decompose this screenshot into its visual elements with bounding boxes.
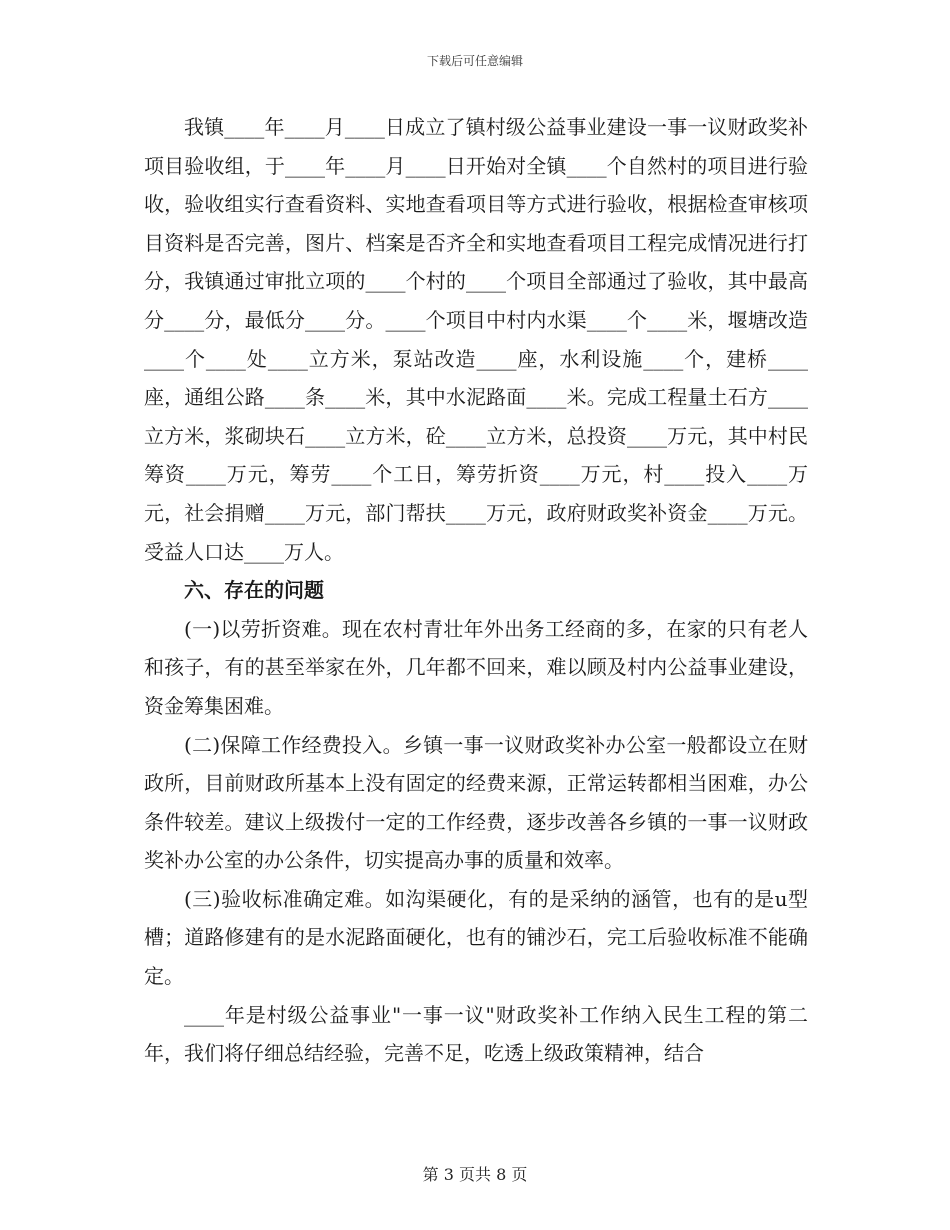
closing-paragraph: ____年是村级公益事业"一事一议"财政奖补工作纳入民生工程的第二年，我们将仔细总结经验，完善不足，吃透上级政策精神，结合 [144,1002,808,1066]
section-heading: 六、存在的问题 [184,578,324,603]
page-header: 下载后可任意编辑 [426,54,523,68]
acceptance-paragraph: 我镇____年____月____日成立了镇村级公益事业建设一事一议财政奖补项目验收组，于____年____月____日开始对全镇____个自然村的项目进行验收，验收组实行查看资料、实地查看项目等方式进行验收，根据检查审核项目资料是否完善，图片、档案是否齐全和实地查看项目工程完成情况进行打分，我镇通过审批立项的____个村的____个项目全部通过了验收，其中最高分____分，最低分____分。____个项目中村内水渠____个____米，堰塘改造____个____处____立方米，泵站改造____座，水利设施____个，建桥____座，通组公路____条____米，其中水泥路面____米。完成工程量土石方____立方米，浆砌块石____立方米，砼____立方米，总投资____万元，其中村民筹资____万元，筹劳____个工日，筹劳折资____万元，村____投入____万元，社会捐赠____万元，部门帮扶____万元，政府财政奖补资金____万元。受益人口达____万人。 [144,115,808,564]
page-footer: 第 3 页共 8 页 [422,1165,528,1184]
document-body [144,108,808,1073]
problem-paragraph-3: (三)验收标准确定难。如沟渠硬化，有的是采纳的涵管，也有的是u型槽；道路修建有的是水泥路面硬化，也有的铺沙石，完工后验收标准不能确定。 [144,886,808,989]
problem-paragraph-1: (一)以劳折资难。现在农村青壮年外出务工经商的多，在家的只有老人和孩子，有的甚至举家在外，几年都不回来，难以顾及村内公益事业建设，资金筹集困难。 [144,616,808,718]
problem-paragraph-2: (二)保障工作经费投入。乡镇一事一议财政奖补办公室一般都设立在财政所，目前财政所基本上没有固定的经费来源，正常运转都相当困难，办公条件较差。建议上级拨付一定的工作经费，逐步改善各乡镇的一事一议财政奖补办公室的办公条件，切实提高办事的质量和效率。 [144,732,808,873]
